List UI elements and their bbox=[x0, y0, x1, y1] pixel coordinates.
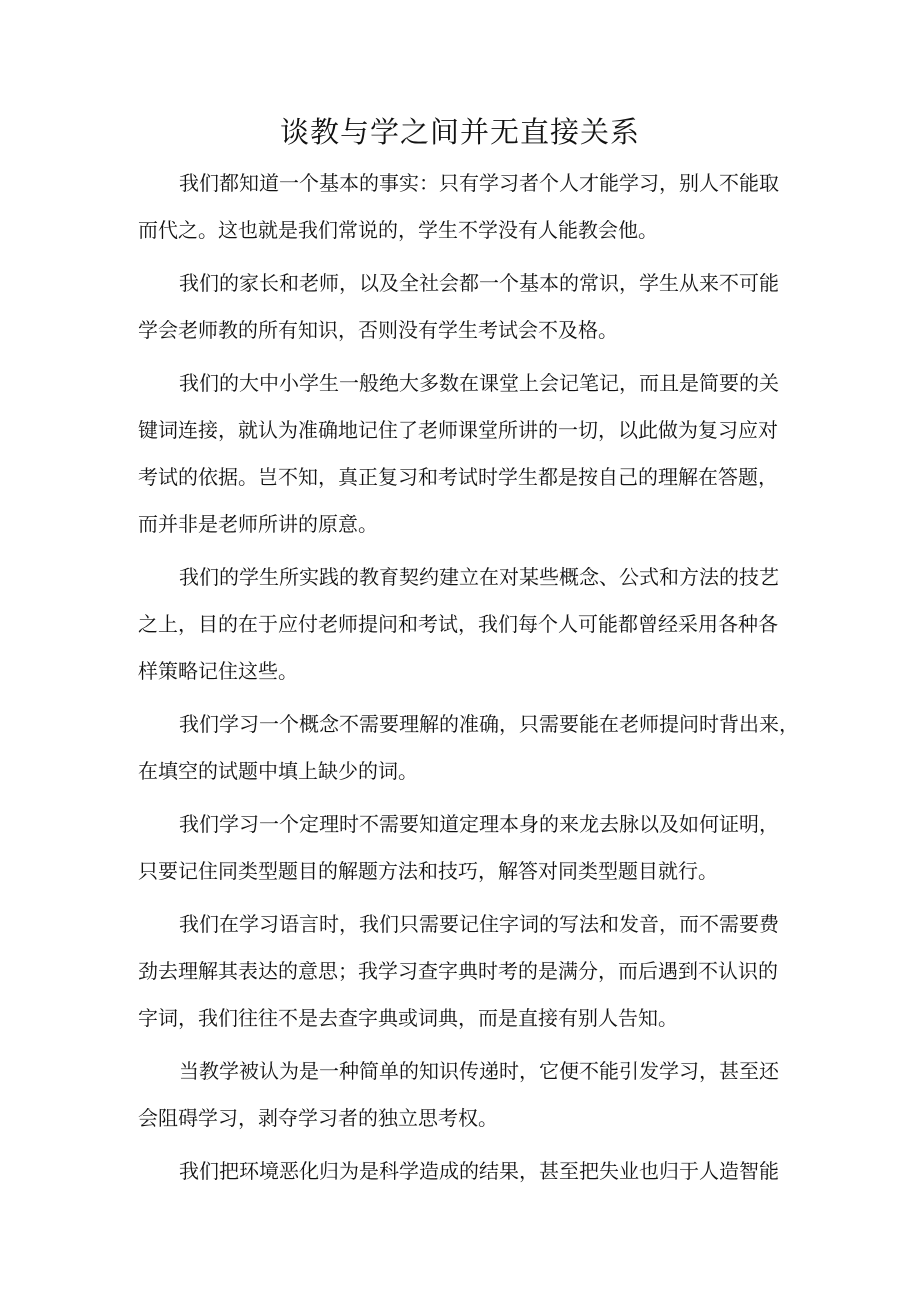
paragraph-line: 只要记住同类型题目的解题方法和技巧，解答对同类型题目就行。 bbox=[138, 859, 718, 883]
paragraph-7 bbox=[138, 901, 798, 1042]
paragraph-line: 之上，目的在于应付老师提问和考试，我们每个人可能都曾经采用各种各 bbox=[138, 612, 778, 636]
paragraph-5 bbox=[138, 701, 798, 795]
paragraph-8 bbox=[138, 1048, 798, 1142]
paragraph-line: 我们学习一个概念不需要理解的准确，只需要能在老师提问时背出来， bbox=[179, 712, 799, 736]
paragraph-line: 在填空的试题中填上缺少的词。 bbox=[138, 759, 418, 783]
paragraph-line: 考试的依据。岂不知，真正复习和考试时学生都是按自己的理解在答题， bbox=[138, 465, 778, 489]
paragraph-line: 学会老师教的所有知识，否则没有学生考试会不及格。 bbox=[138, 318, 618, 342]
paragraph-line: 而并非是老师所讲的原意。 bbox=[138, 512, 378, 536]
paragraph-1 bbox=[138, 160, 798, 254]
paragraph-line: 字词，我们往往不是去查字典或词典，而是直接有别人告知。 bbox=[138, 1006, 678, 1030]
paragraph-4 bbox=[138, 554, 798, 695]
paragraph-line: 我们学习一个定理时不需要知道定理本身的来龙去脉以及如何证明， bbox=[179, 812, 779, 836]
paragraph-line: 我们在学习语言时，我们只需要记住字词的写法和发音，而不需要费 bbox=[179, 912, 779, 936]
paragraph-9 bbox=[138, 1148, 798, 1195]
paragraph-line: 我们的大中小学生一般绝大多数在课堂上会记笔记，而且是简要的关 bbox=[179, 371, 779, 395]
paragraph-3 bbox=[138, 360, 798, 548]
paragraph-line: 劲去理解其表达的意思；我学习查字典时考的是满分，而后遇到不认识的 bbox=[138, 959, 778, 983]
paragraph-line: 我们都知道一个基本的事实：只有学习者个人才能学习，别人不能取 bbox=[179, 171, 779, 195]
paragraph-line: 而代之。这也就是我们常说的，学生不学没有人能教会他。 bbox=[138, 218, 658, 242]
document-title: 谈教与学之间并无直接关系 bbox=[279, 115, 640, 149]
paragraph-line: 键词连接，就认为准确地记住了老师课堂所讲的一切，以此做为复习应对 bbox=[138, 418, 778, 442]
paragraph-2 bbox=[138, 260, 798, 354]
paragraph-line: 样策略记住这些。 bbox=[138, 659, 298, 683]
document-body bbox=[138, 160, 798, 1201]
paragraph-line: 会阻碍学习，剥夺学习者的独立思考权。 bbox=[138, 1106, 498, 1130]
paragraph-line: 我们的学生所实践的教育契约建立在对某些概念、公式和方法的技艺 bbox=[179, 565, 779, 589]
paragraph-6 bbox=[138, 801, 798, 895]
paragraph-line: 我们的家长和老师，以及全社会都一个基本的常识，学生从来不可能 bbox=[179, 271, 779, 295]
paragraph-line: 我们把环境恶化归为是科学造成的结果，甚至把失业也归于人造智能 bbox=[179, 1159, 779, 1183]
paragraph-line: 当教学被认为是一种简单的知识传递时，它便不能引发学习，甚至还 bbox=[179, 1059, 779, 1083]
